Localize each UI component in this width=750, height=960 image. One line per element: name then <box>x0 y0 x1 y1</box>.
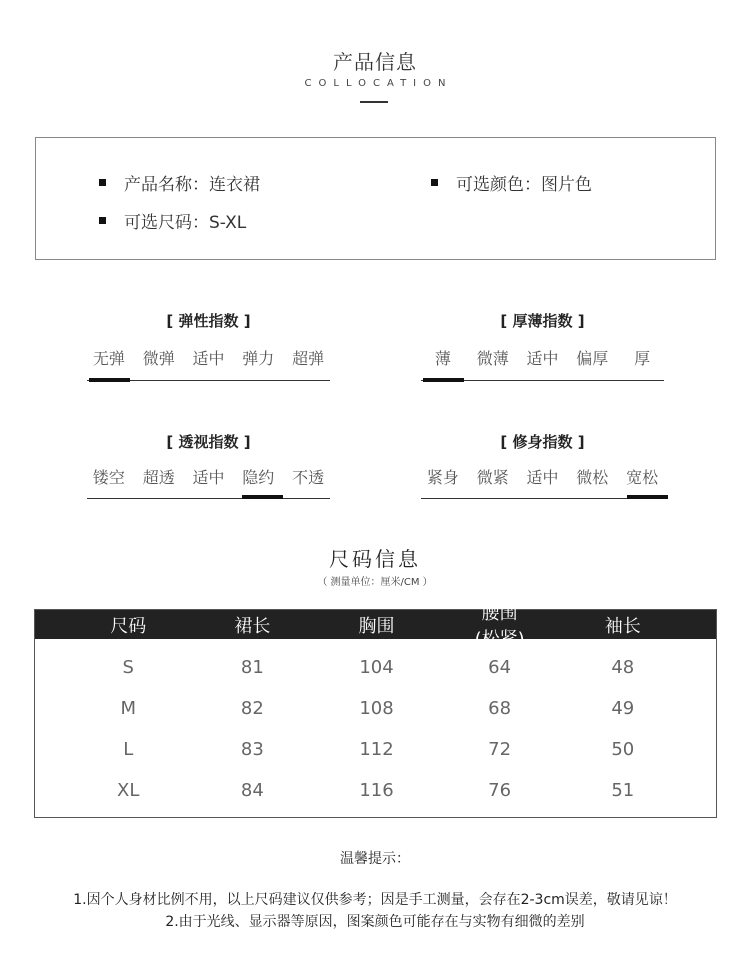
size-info-title: 尺码信息 <box>329 547 421 571</box>
table-cell: 64 <box>488 657 512 678</box>
header-cell: 袖长 <box>604 615 641 637</box>
transparency-title: [ 透视指数 ] <box>166 433 251 451</box>
header-cell: 裙长 <box>234 615 271 637</box>
fit-options <box>421 465 664 488</box>
table-cell: 116 <box>359 780 394 801</box>
table-cell: 76 <box>488 780 512 801</box>
transparency-scale-line <box>87 498 330 499</box>
elasticity-option: 弹力 <box>242 349 275 368</box>
tip-line-2: 2.由于光线、显示器等原因，图案颜色可能存在与实物有细微的差别 <box>165 914 585 930</box>
table-cell: 51 <box>611 780 635 801</box>
transparency-option: 不透 <box>292 468 325 487</box>
transparency-option: 适中 <box>192 468 225 487</box>
elasticity-option: 无弹 <box>92 349 125 368</box>
square-bullet-icon <box>431 179 438 186</box>
transparency-selected-marker <box>242 495 283 499</box>
page-subtitle: COLLOCATION <box>304 78 453 89</box>
table-cell: 81 <box>240 657 264 678</box>
thickness-option: 微薄 <box>476 349 509 368</box>
elasticity-title: [ 弹性指数 ] <box>166 312 251 330</box>
fit-selected-marker <box>627 495 668 499</box>
info-name-text: 产品名称：连衣裙 <box>124 175 260 195</box>
table-cell: 72 <box>488 739 512 760</box>
table-cell: 48 <box>611 657 635 678</box>
transparency-option: 镂空 <box>92 468 125 487</box>
table-cell: M <box>120 698 136 719</box>
elasticity-option: 超弹 <box>292 349 325 368</box>
fit-option: 微松 <box>576 468 609 487</box>
info-item-name <box>99 170 260 195</box>
size-info-unit: （ 测量单位：厘米/CM ） <box>317 577 433 588</box>
fit-title: [ 修身指数 ] <box>500 433 585 451</box>
thickness-option: 厚 <box>634 349 651 368</box>
elasticity-options <box>87 346 330 369</box>
table-row <box>35 647 716 688</box>
thickness-selected-marker <box>423 378 464 382</box>
elasticity-option: 微弹 <box>142 349 175 368</box>
table-cell: L <box>123 739 134 760</box>
table-cell: S <box>122 657 134 678</box>
table-cell: 50 <box>611 739 635 760</box>
elasticity-selected-marker <box>89 378 130 382</box>
table-cell: 82 <box>240 698 264 719</box>
fit-option: 微紧 <box>476 468 509 487</box>
size-table <box>34 602 717 818</box>
table-cell: 84 <box>240 780 264 801</box>
info-item-size <box>99 208 246 233</box>
thickness-options <box>421 346 664 369</box>
square-bullet-icon <box>99 179 106 186</box>
table-cell: XL <box>117 780 140 801</box>
fit-option: 宽松 <box>626 468 659 487</box>
table-cell: 68 <box>488 698 512 719</box>
table-cell: 83 <box>240 739 264 760</box>
product-info-box <box>35 137 716 260</box>
info-item-color <box>431 170 592 195</box>
table-cell: 112 <box>359 739 394 760</box>
tips-title: 温馨提示： <box>340 851 410 867</box>
info-color-text: 可选颜色：图片色 <box>456 175 592 195</box>
thickness-title: [ 厚薄指数 ] <box>500 312 585 330</box>
table-row <box>35 688 716 729</box>
fit-option: 紧身 <box>426 468 459 487</box>
table-cell: 108 <box>359 698 394 719</box>
table-row <box>35 770 716 811</box>
fit-option: 适中 <box>526 468 559 487</box>
header-cell: 腰围(松紧) <box>474 602 525 650</box>
title-divider <box>360 101 388 103</box>
page-title: 产品信息 <box>333 50 417 74</box>
transparency-option: 隐约 <box>242 468 275 487</box>
table-cell: 49 <box>611 698 635 719</box>
transparency-options <box>87 465 330 488</box>
table-row <box>35 729 716 770</box>
tip-line-1: 1.因个人身材比例不用，以上尺码建议仅供参考；因是手工测量，会存在2-3cm误差，敬请见谅！ <box>73 892 677 908</box>
info-size-text: 可选尺码：S-XL <box>124 213 247 233</box>
header-cell: 尺码 <box>110 615 147 637</box>
thickness-option: 薄 <box>434 349 451 368</box>
thickness-option: 适中 <box>526 349 559 368</box>
table-cell: 104 <box>359 657 394 678</box>
thickness-option: 偏厚 <box>576 349 609 368</box>
square-bullet-icon <box>99 217 106 224</box>
elasticity-option: 适中 <box>192 349 225 368</box>
transparency-option: 超透 <box>142 468 175 487</box>
header-cell: 胸围 <box>358 615 395 637</box>
size-table-header <box>35 602 716 650</box>
